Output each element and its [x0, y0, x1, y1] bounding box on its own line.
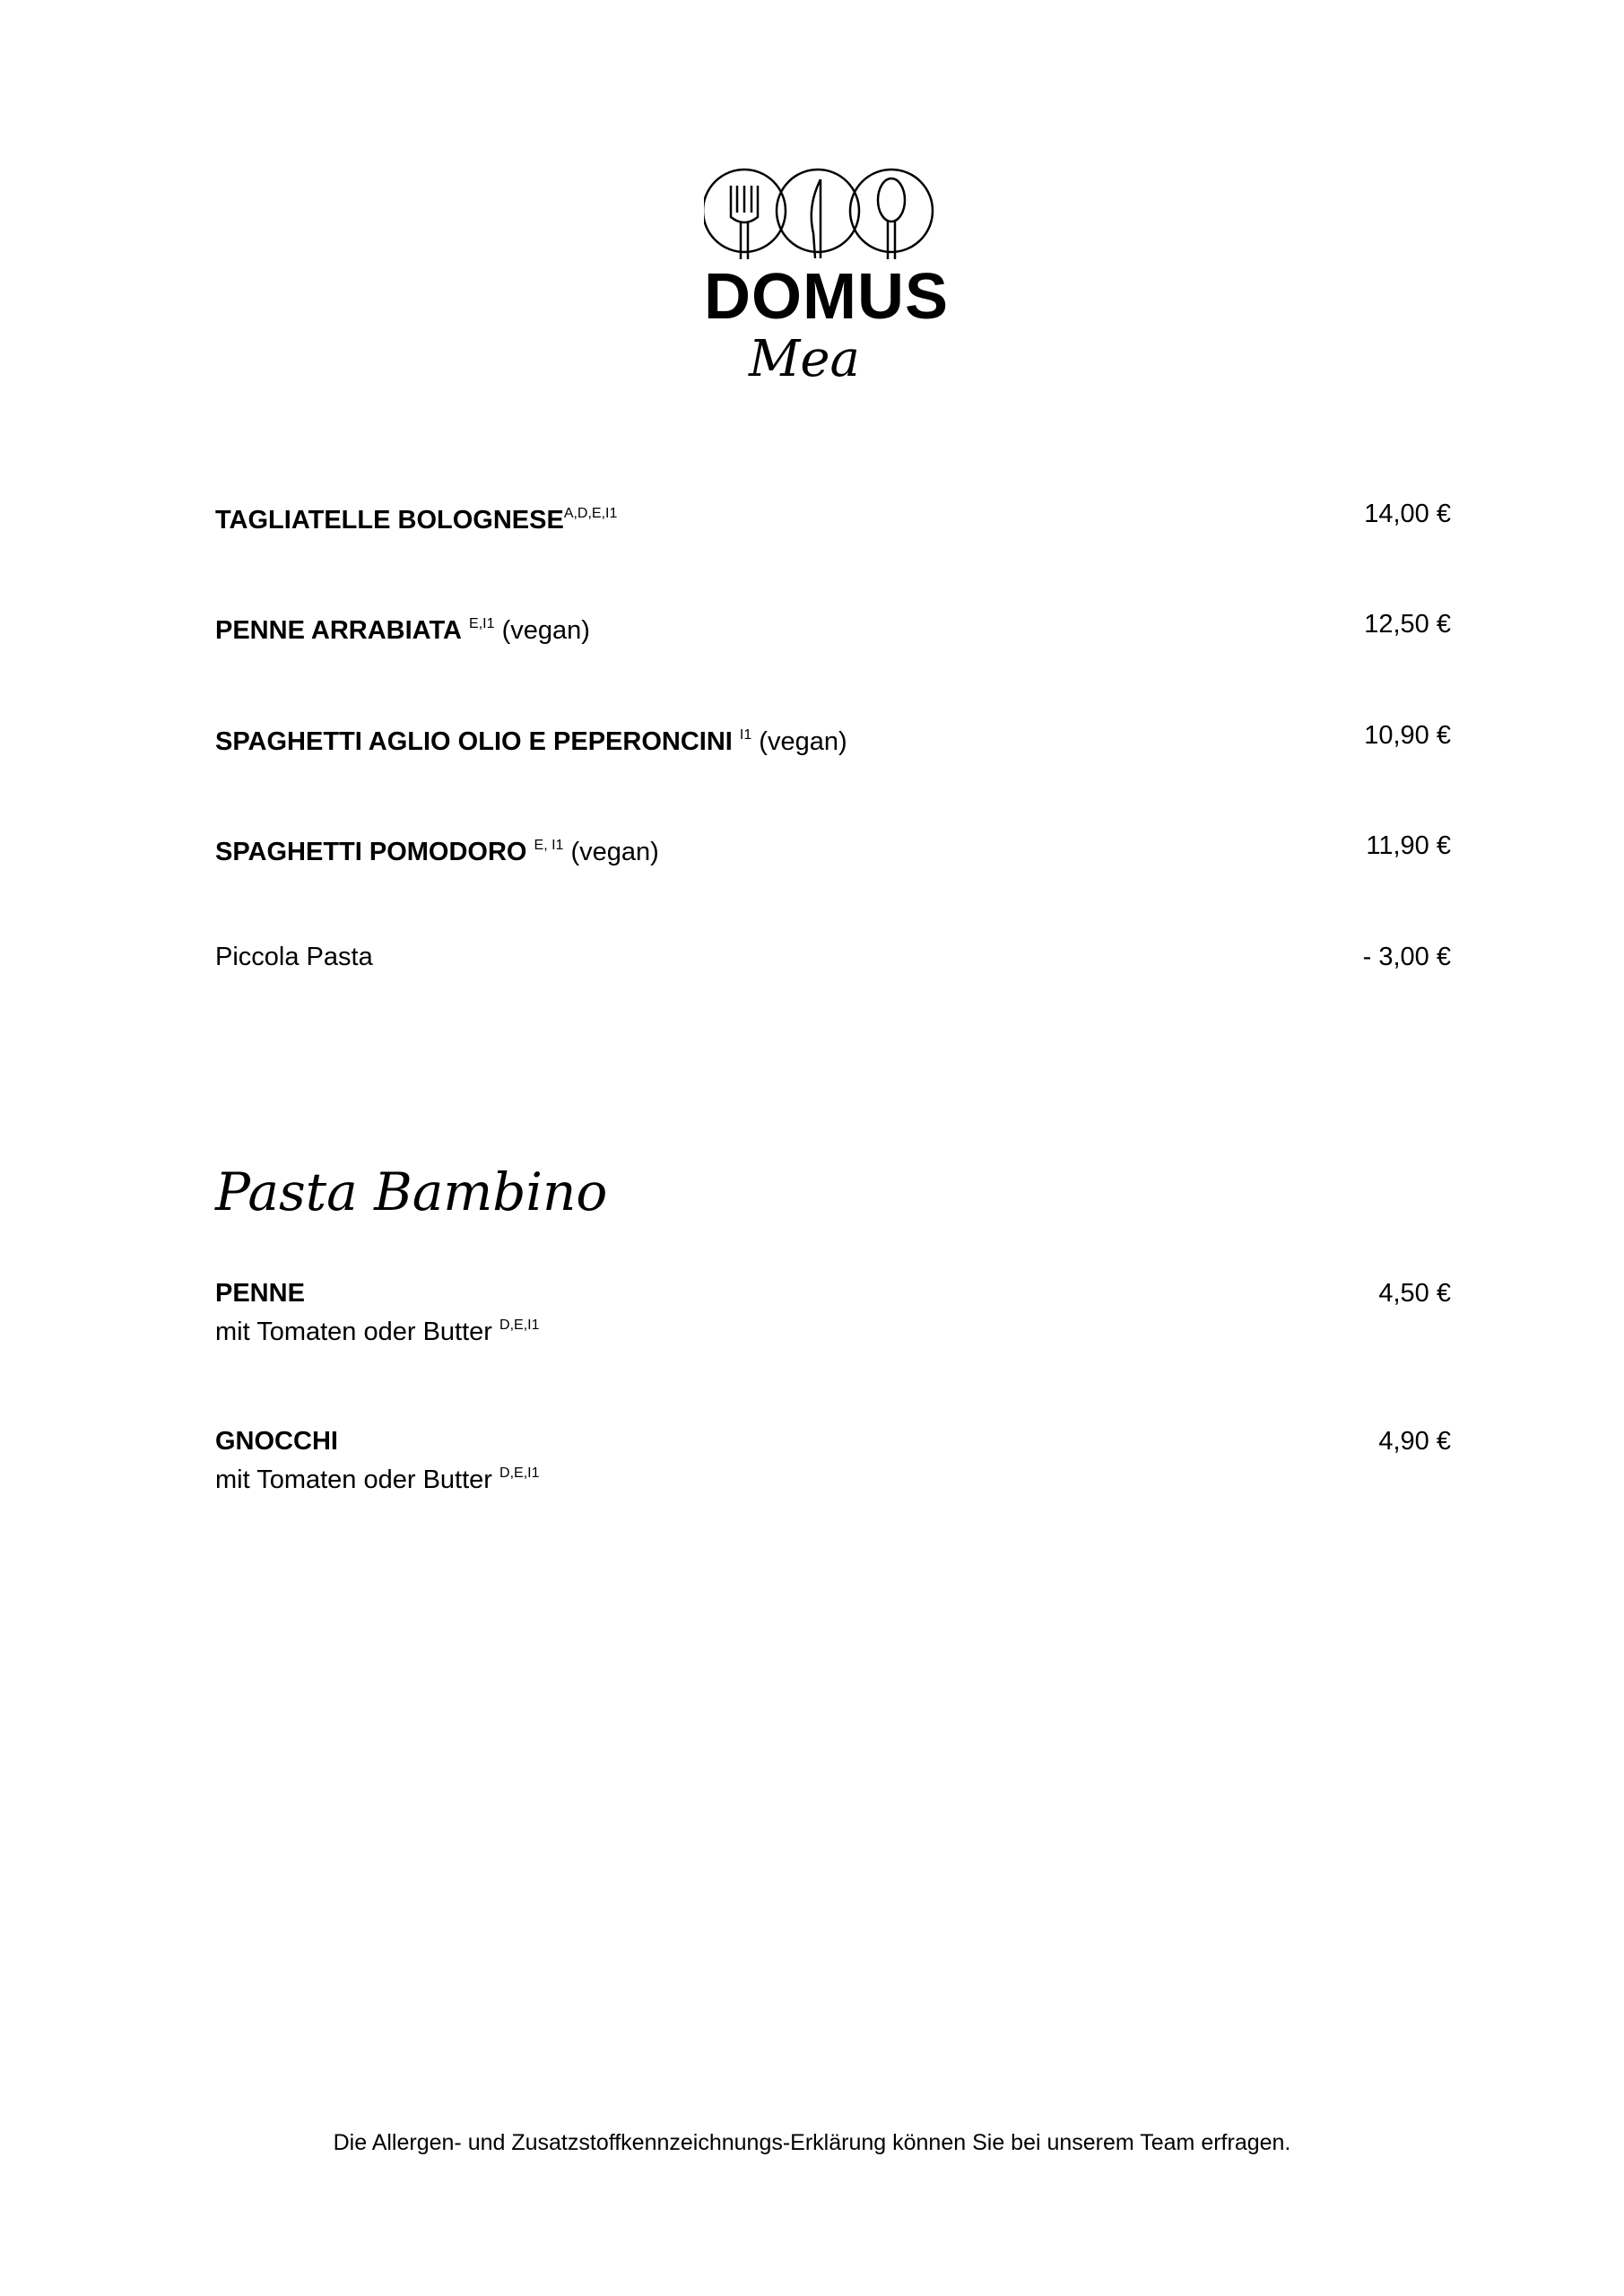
item-price: 4,50 €	[1378, 1279, 1451, 1308]
item-price: 12,50 €	[1364, 610, 1451, 639]
logo-title: DOMUS	[704, 261, 949, 333]
item-allergens: A,D,E,I1	[563, 506, 618, 521]
item-allergens: D,E,I1	[499, 1318, 540, 1333]
allergen-footer-note: Die Allergen- und Zusatzstoffkennzeichnungs-Erklärung können Sie bei unserem Team erfragen.	[333, 2130, 1291, 2155]
item-name: SPAGHETTI POMODORO	[215, 838, 527, 866]
item-name: GNOCCHI	[215, 1427, 338, 1456]
item-price: 4,90 €	[1378, 1427, 1451, 1456]
menu-item	[215, 830, 1451, 868]
item-price: 14,00 €	[1364, 500, 1451, 528]
item-name: SPAGHETTI AGLIO OLIO E PEPERONCINI	[215, 727, 733, 756]
item-allergens: D,E,I1	[499, 1465, 540, 1481]
item-price: 10,90 €	[1364, 721, 1451, 750]
item-note: (vegan)	[570, 838, 659, 866]
item-desc: mit Tomaten oder Butter	[215, 1318, 492, 1346]
menu-item	[215, 608, 1451, 647]
section-title: Pasta Bambino	[215, 1161, 608, 1222]
item-allergens: I1	[739, 727, 752, 743]
item-name: PENNE	[215, 1279, 305, 1308]
cutlery-plates-icon	[704, 166, 937, 260]
item-note: (vegan)	[759, 727, 847, 756]
menu-item	[215, 719, 1451, 758]
item-price: 11,90 €	[1366, 831, 1451, 860]
bambino-item	[215, 1425, 1451, 1496]
piccola-price: - 3,00 €	[1362, 943, 1451, 971]
item-note: (vegan)	[501, 616, 590, 645]
item-allergens: E, I1	[534, 838, 564, 853]
bambino-item	[215, 1277, 1451, 1348]
menu-item	[215, 498, 1451, 536]
item-name: PENNE ARRABIATA	[215, 616, 462, 645]
item-name: TAGLIATELLE BOLOGNESE	[215, 506, 564, 535]
restaurant-logo	[704, 166, 949, 408]
item-allergens: E,I1	[469, 616, 495, 631]
piccola-label: Piccola Pasta	[215, 943, 373, 971]
piccola-pasta-row	[215, 941, 1451, 973]
item-desc: mit Tomaten oder Butter	[215, 1465, 492, 1494]
logo-script: Mea	[749, 330, 860, 388]
